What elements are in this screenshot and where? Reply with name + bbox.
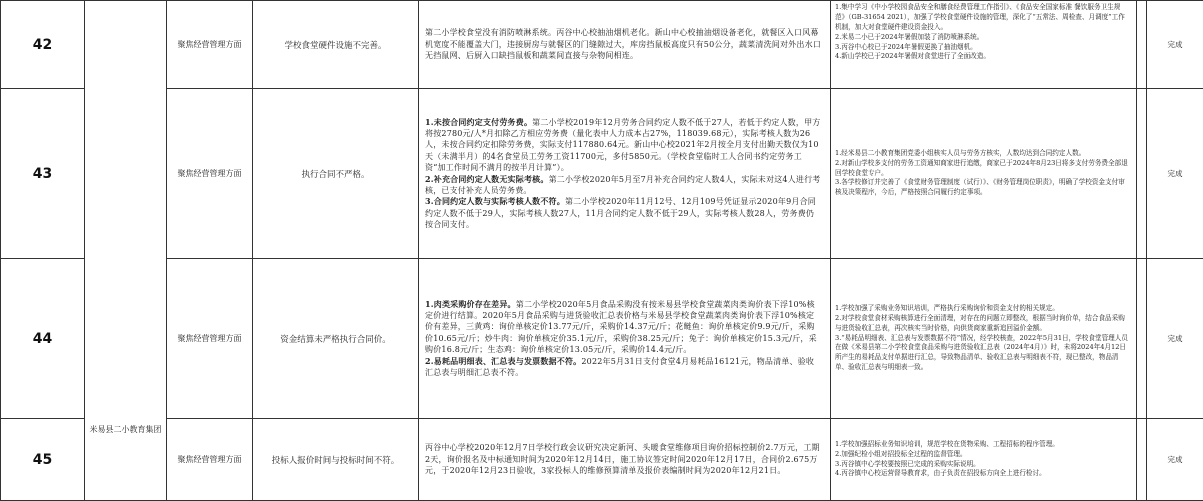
measures-cell xyxy=(831,89,1137,259)
measure-item: 4.丙谷镇中心校运营督导教育求，由子负责在招投标方向全上进行检讨。 xyxy=(835,469,1130,479)
table-row xyxy=(1,89,1203,259)
measure-item: 3.丙谷中心校已于2024年暑假更换了抽油烟机。 xyxy=(835,43,1130,53)
measure-item: 4.新山学校已于2024年暑假对食堂进行了全面改造。 xyxy=(835,52,1130,62)
status-cell: 完成 xyxy=(1147,1,1203,89)
detail-paragraph xyxy=(425,442,822,476)
measures-cell xyxy=(831,419,1137,501)
table-row xyxy=(1,259,1203,419)
measure-item: 2.对新山学校多支付的劳务工资通知商家进行追缴，商家已于2024年8月23日将多支付劳务费全部退回学校食堂专户。 xyxy=(835,159,1130,179)
detail-cell xyxy=(419,1,831,89)
measure-item: 3.各学校修订并完善了《食堂财务管理制度（试行）》、《财务管理岗位职责》，明确了学校资金支付审核及决策程序，今后，严格按照合同履行约定事项。 xyxy=(835,178,1130,198)
problem-cell: 投标人报价时间与投标时间不符。 xyxy=(253,419,419,501)
detail-text: 第二小学校2020年5月食品采购没有按米易县学校食堂蔬菜肉类询价表下浮10%核定价进行结算。2020年5月食品采购与进货验收汇总表价格与米易县学校食堂蔬菜肉类询价表下浮10%核定价有差异，三黄鸡：询价单核定价13.77元/斤，采购价14.37元/斤；花鲢鱼：询价单核定价9.9元/斤，采购价10.65元/斤；炒牛肉：询价单核定价35.1元/斤，采购价38.25元/斤；兔子：询价单核定价15.3元/斤，采购价16.8元/斤；生态鸡：询价单核定价13.05元/斤，采购价14.4元/斤。 xyxy=(425,300,817,354)
category-cell: 聚焦经营管理方面 xyxy=(167,89,253,259)
detail-text: 第二小学校2020年5月至7月补充合同约定人数4人，实际未对这4人进行考核，已支付补充人员劳务费。 xyxy=(425,175,820,195)
measure-item: 2.米易二小已于2024年暑假加装了消防喷淋系统。 xyxy=(835,33,1130,43)
measure-item: 2.对学校食堂食材采购核算进行全面清理，对存在的问题立即整改，根据当时询价单，结合食品采购与进货验收汇总表，再次核实当时价格，向供货商家重新追回溢价金额。 xyxy=(835,314,1130,334)
category-cell: 聚焦经营管理方面 xyxy=(167,259,253,419)
spacer-cell xyxy=(1137,419,1147,501)
spacer-cell xyxy=(1137,89,1147,259)
measure-item: 1.学校加强了采购业务知识培训，严格执行采购询价和资金支付的相关规定。 xyxy=(835,304,1130,314)
detail-text: 第二小学校食堂没有消防喷淋系统。丙谷中心校抽油烟机老化。新山中心校抽油烟设备老化，就餐区入口风幕机宽度不能覆盖大门，违接厨房与就餐区的门缝隙过大，库房挡鼠板高度只有50公分，蔬菜清洗间对外出水口无挡鼠网、后厨入口缺挡鼠板和蔬菜间直接与杂物间相连。 xyxy=(425,28,821,60)
detail-paragraph xyxy=(425,27,822,61)
status-cell: 完成 xyxy=(1147,259,1203,419)
row-number: 42 xyxy=(1,1,85,89)
measures-cell xyxy=(831,1,1137,89)
detail-text: 第二小学校2019年12月劳务合同约定人数不低于27人，若低于约定人数，甲方将按2780元/人*月扣除乙方相应劳务费（量化表中人力成本占27%，118039.68元），实际考核人数为26人，未按合同约定扣除劳务费，实际支付117880.64元。新山中心校2021年2月按全月支付出勤天数仅为10天（未满半月）的4名食堂员工劳务工资11700元，多付5850元。（学校食堂临时工人合同书约定劳务工资“加工作时间不满月的按半月计算”）。 xyxy=(425,118,820,172)
status-cell: 完成 xyxy=(1147,419,1203,501)
table-row xyxy=(1,419,1203,501)
org-name: 米易县二小教育集团 xyxy=(85,1,167,501)
detail-cell xyxy=(419,89,831,259)
detail-paragraph xyxy=(425,196,822,230)
problem-cell: 资金结算未严格执行合同价。 xyxy=(253,259,419,419)
detail-cell xyxy=(419,419,831,501)
measures-cell xyxy=(831,259,1137,419)
detail-text: 2022年5月31日支付食堂4月易耗品16121元，物品清单、验收汇总表与明细汇总表不符。 xyxy=(425,357,814,377)
detail-cell xyxy=(419,259,831,419)
problem-cell: 执行合同不严格。 xyxy=(253,89,419,259)
spacer-cell xyxy=(1137,259,1147,419)
detail-heading: 2.易耗品明细表、汇总表与发票数据不符。 xyxy=(425,356,581,366)
detail-paragraph xyxy=(425,356,822,379)
category-cell: 聚焦经营管理方面 xyxy=(167,1,253,89)
table-row xyxy=(1,1,1203,89)
spacer-cell xyxy=(1137,1,1147,89)
measure-item: 1.经米易县二小教育集团党委小组核实人员与劳务方核实，人数均达到合同约定人数。 xyxy=(835,149,1130,159)
measure-item: 1.学校加强招标业务知识培训，规范学校在货物采购、工程招标的程序管理。 xyxy=(835,440,1130,450)
row-number: 45 xyxy=(1,419,85,501)
category-cell: 聚焦经营管理方面 xyxy=(167,419,253,501)
detail-heading: 1.肉类采购价存在差异。 xyxy=(425,299,516,309)
detail-text: 丙谷中心学校2020年12月7日学校行政会议研究决定新河、头暖食堂维修项目询价招标控制价2.7万元，工期2天，询价报名及中标通知时间为2020年12月14日，施工协议签定时间2020年12月17日，合同价2.675万元，于2020年12月23日验收，3家投标人的维修预算清单及报价表编制时间为2020年12月21日。 xyxy=(425,443,820,475)
detail-paragraph xyxy=(425,299,822,356)
detail-text: 第二小学校2020年11月12号、12月109号凭证显示2020年9月合同约定人数不低于29人，实际考核人数27人，11月合同约定人数不低于29人，实际考核人数28人，劳务费仍按合同支付。 xyxy=(425,197,816,229)
detail-heading: 2.补充合同约定人数无实际考核。 xyxy=(425,174,549,184)
table-body xyxy=(1,1,1203,501)
problem-cell: 学校食堂硬件设施不完善。 xyxy=(253,1,419,89)
row-number: 44 xyxy=(1,259,85,419)
detail-paragraph xyxy=(425,174,822,197)
row-number: 43 xyxy=(1,89,85,259)
measure-item: 2.加强纪检小组对招投标全过程的监督管理。 xyxy=(835,450,1130,460)
status-cell: 完成 xyxy=(1147,89,1203,259)
measure-item: 1.集中学习《中小学校园食品安全和膳食经费管理工作指引》、《食品安全国家标准 餐饮服务卫生规范》（GB-31654 2021），加强了学校食堂硬件设施的管理，深化了“五常法、周检查、月调度”工作机制，加大对食堂硬件建设资金投入。 xyxy=(835,3,1130,33)
detail-heading: 3.合同约定人数与实际考核人数不符。 xyxy=(425,196,565,206)
detail-heading: 1.未按合同约定支付劳务费。 xyxy=(425,117,532,127)
measure-item: 3.“易耗品明细表、汇总表与发票数据不符”情况，经学校核查，2022年5月31日，学校食堂管理人员在做《米易县第二小学校食堂食品采购与进货验收汇总表（2024年4月）》时，未将2024年4月12日所产生的易耗品支付单据进行汇总，导致物品清单、验收汇总表与明细表不符，现已整改，物品清单、验收汇总表与明细表一致。 xyxy=(835,334,1130,374)
detail-paragraph xyxy=(425,117,822,174)
measure-item: 3.丙谷镇中心学校要按照已完成的采购实际说明。 xyxy=(835,460,1130,470)
